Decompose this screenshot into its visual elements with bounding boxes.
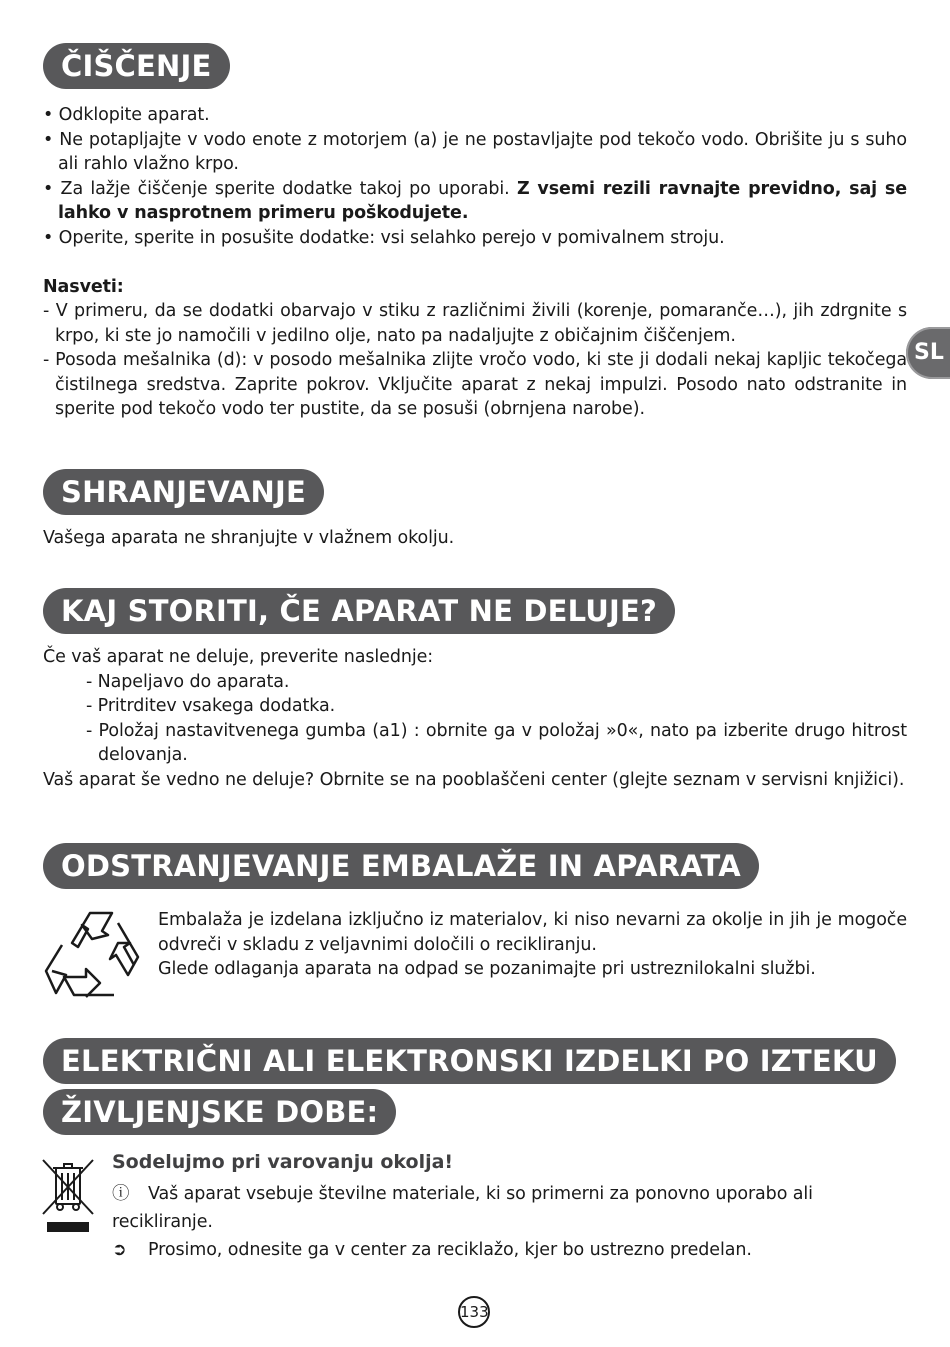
disposal-paragraph: Embalaža je izdelana izključno iz materialov, ki niso nevarni za okolje in jih je mogoče odvreči v skladu z veljavnimi določili o recikliranju. <box>158 910 907 955</box>
language-tab: SL <box>906 327 950 379</box>
storage-heading: SHRANJEVANJE <box>43 469 324 515</box>
arrow-icon: ➲ <box>112 1240 127 1260</box>
page-number: 133 <box>458 1296 490 1328</box>
crossed-bin-icon <box>41 1158 95 1234</box>
cleaning-bullet: • Odklopite aparat. <box>43 105 210 125</box>
cleaning-bullet <box>43 177 907 226</box>
weee-section <box>112 1180 912 1264</box>
cleaning-bullet: • Operite, sperite in posušite dodatke: vsi selahko perejo v pomivalnem stroju. <box>43 227 725 248</box>
trouble-item: - Položaj nastavitvenega gumba (a1) : obrnite ga v položaj »0«, nato pa izberite drugo hitrost delovanja. <box>86 720 907 765</box>
trouble-section <box>43 645 907 792</box>
disposal-heading: ODSTRANJEVANJE EMBALAŽE IN APARATA <box>43 843 759 889</box>
trouble-intro: Če vaš aparat ne deluje, preverite naslednje: <box>43 647 434 667</box>
weee-action-text: Prosimo, odnesite ga v center za reciklažo, kjer bo ustrezno predelan. <box>148 1240 752 1260</box>
cleaning-warning: Z vsemi rezili ravnajte previdno, saj se lahko v nasprotnem primeru poškodujete. <box>58 178 907 223</box>
storage-text: Vašega aparata ne shranjujte v vlažnem okolju. <box>43 528 455 548</box>
tip-item: - Posoda mešalnika (d): v posodo mešalnika zlijte vročo vodo, ki ste ji dodali nekaj kapljic tekočega čistilnega sredstva. Zaprite pokrov. Vključite aparat z nekaj impulzi. Posodo nato odstranite in sperite pod tekočo vodo ter pustite, da se posuši (obrnjena narobe). <box>43 350 907 419</box>
disposal-text <box>158 908 907 982</box>
weee-info-text: Vaš aparat vsebuje številne materiale, ki so primerni za ponovno uporabo ali recikliranje. <box>112 1184 813 1232</box>
weee-heading-line1: ELEKTRIČNI ALI ELEKTRONSKI IZDELKI PO IZTEKU <box>43 1038 896 1084</box>
trouble-item: - Napeljavo do aparata. <box>86 671 290 692</box>
trouble-item: - Pritrditev vsakega dodatka. <box>86 696 336 716</box>
trouble-outro: Vaš aparat še vedno ne deluje? Obrnite se na pooblaščeni center (glejte seznam v servisni knjižici). <box>43 769 905 790</box>
weee-subheading: Sodelujmo pri varovanju okolja! <box>112 1151 454 1173</box>
cleaning-bullet-plain: • Za lažje čiščenje sperite dodatke takoj po uporabi. <box>43 178 510 199</box>
cleaning-section <box>43 103 907 422</box>
info-icon: ⓘ <box>112 1184 130 1204</box>
cleaning-bullet: • Ne potapljajte v vodo enote z motorjem (a) je ne postavljajte pod tekočo vodo. Obrišite ju s suho ali rahlo vlažno krpo. <box>43 129 907 174</box>
recycle-icon <box>42 905 144 1001</box>
tips-label: Nasveti: <box>43 276 124 297</box>
weee-heading-line2: ŽIVLJENJSKE DOBE: <box>43 1089 396 1135</box>
trouble-heading: KAJ STORITI, ČE APARAT NE DELUJE? <box>43 588 675 634</box>
cleaning-heading: ČIŠČENJE <box>43 43 230 89</box>
weee-info-line <box>112 1180 912 1236</box>
tip-item: - V primeru, da se dodatki obarvajo v stiku z različnimi živili (korenje, pomaranče…), jih zdrgnite s krpo, ki ste jo namočili v jedilno olje, nato pa nadaljujte z običajnim čiščenjem. <box>43 301 907 346</box>
disposal-paragraph: Glede odlaganja aparata na odpad se pozanimajte pri ustreznilokalni službi. <box>158 959 816 979</box>
weee-action-line <box>112 1236 912 1264</box>
